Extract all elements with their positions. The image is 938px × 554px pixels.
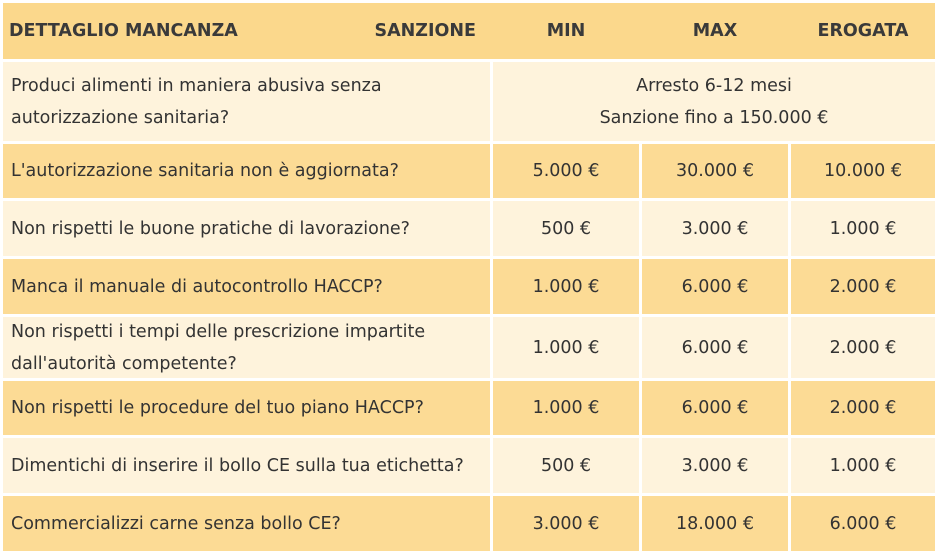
row-desc: L'autorizzazione sanitaria non è aggiornata? [3,144,490,198]
row-max: 6.000 € [642,381,788,435]
table-row [3,144,935,198]
table-row [3,259,935,314]
row-erogata: 2.000 € [791,381,935,435]
header-desc-cell [3,3,490,59]
row-erogata: 10.000 € [791,144,935,198]
header-erogata: EROGATA [817,21,909,41]
sanctions-table [3,3,935,554]
row-desc: Commercializzi carne senza bollo CE? [3,496,490,551]
header-sanzione: SANZIONE [374,21,476,41]
row-max: 6.000 € [642,259,788,314]
table-row [3,381,935,435]
header-dettaglio-mancanza: DETTAGLIO MANCANZA [9,21,238,41]
row-desc: Non rispetti le procedure del tuo piano HACCP? [3,381,490,435]
row-max: 3.000 € [642,438,788,493]
row-max: 18.000 € [642,496,788,551]
table-row [3,496,935,551]
row-erogata: 6.000 € [791,496,935,551]
sanction-line-fine: Sanzione fino a 150.000 € [599,107,829,128]
row-erogata: 2.000 € [791,317,935,378]
table-row [3,62,935,141]
row-max: 3.000 € [642,201,788,256]
row-max: 30.000 € [642,144,788,198]
row-min: 5.000 € [493,144,639,198]
row-min: 500 € [493,438,639,493]
row-erogata: 1.000 € [791,201,935,256]
table-row [3,201,935,256]
header-min: MIN [546,21,586,41]
row-erogata: 1.000 € [791,438,935,493]
row-erogata: 2.000 € [791,259,935,314]
table-row [3,438,935,493]
row-desc: Dimentichi di inserire il bollo CE sulla tua etichetta? [3,438,490,493]
row-desc: Manca il manuale di autocontrollo HACCP? [3,259,490,314]
row-desc: Non rispetti i tempi delle prescrizione impartite dall'autorità competente? [3,317,490,378]
row-min: 500 € [493,201,639,256]
row-min: 1.000 € [493,259,639,314]
table-header [3,3,935,59]
row-sanction-span [493,62,935,141]
row-desc: Non rispetti le buone pratiche di lavorazione? [3,201,490,256]
row-min: 1.000 € [493,381,639,435]
sanction-line-arresto: Arresto 6-12 mesi [636,75,792,96]
row-min: 1.000 € [493,317,639,378]
row-max: 6.000 € [642,317,788,378]
header-max: MAX [692,21,738,41]
table-row [3,317,935,378]
row-desc: Produci alimenti in maniera abusiva senza autorizzazione sanitaria? [3,62,490,141]
row-min: 3.000 € [493,496,639,551]
